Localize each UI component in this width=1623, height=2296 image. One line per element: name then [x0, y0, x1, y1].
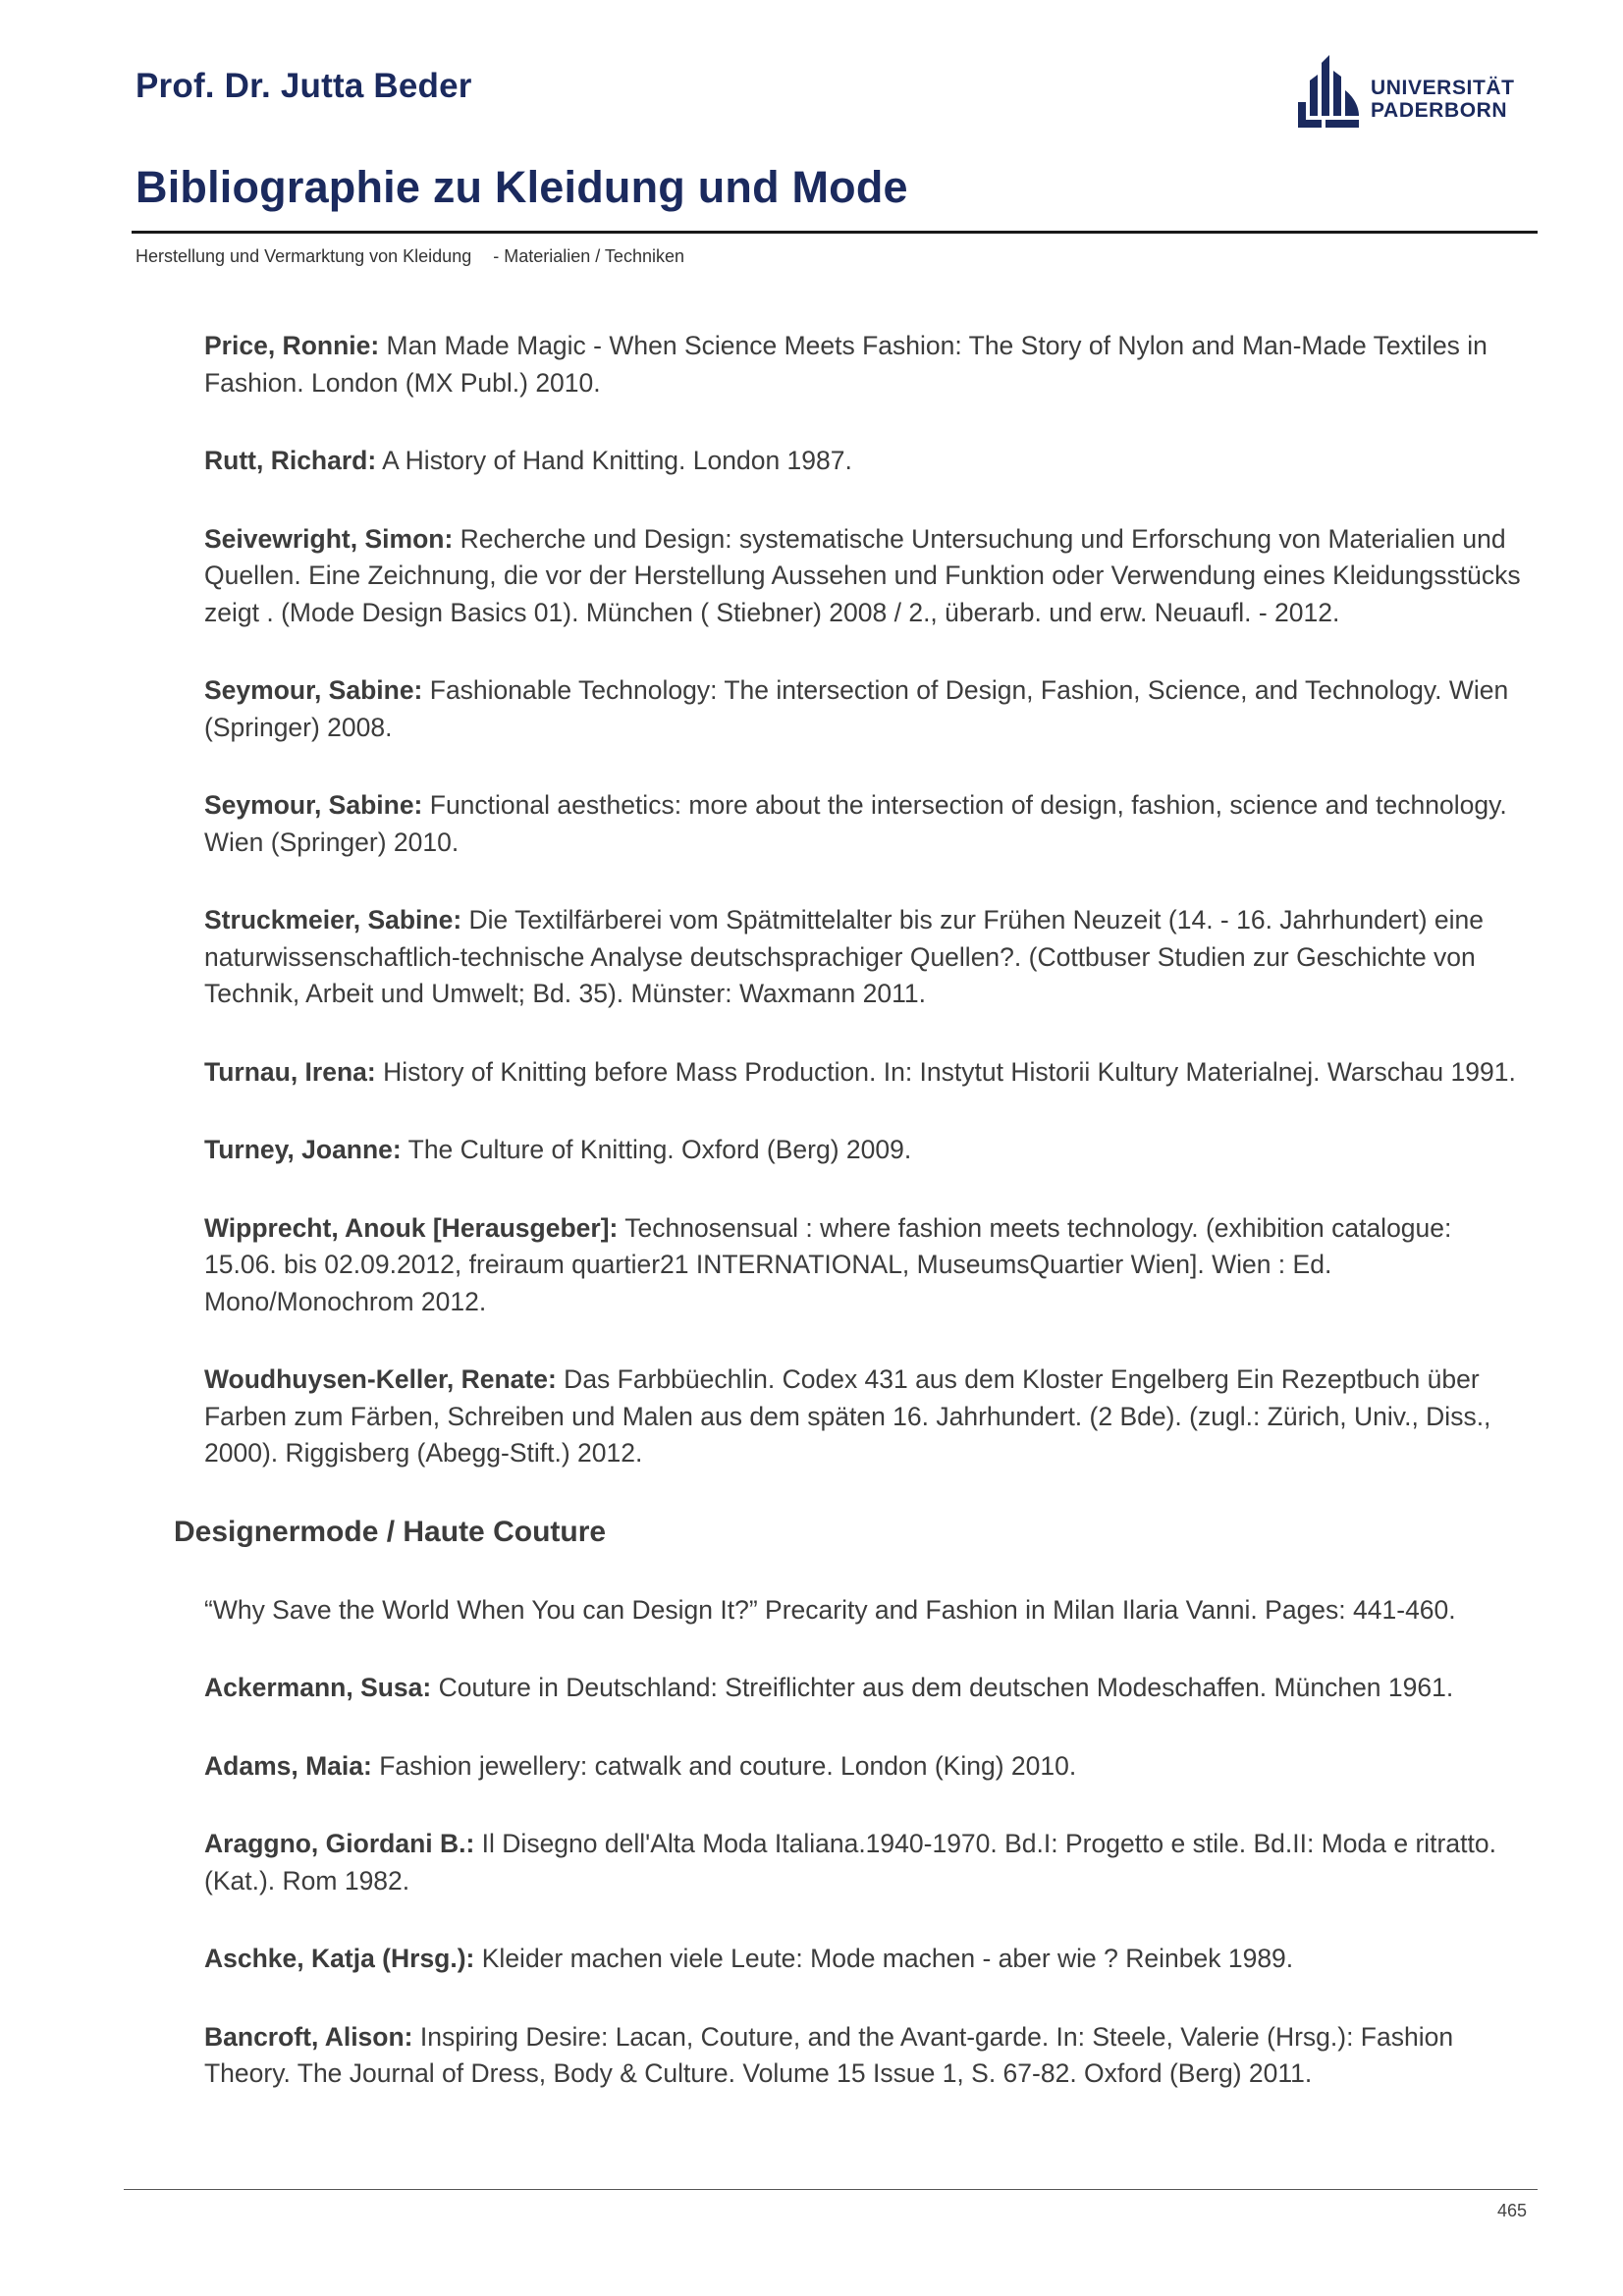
bibliography-entry: [204, 1748, 1530, 1786]
bibliography-entry: [204, 902, 1530, 1013]
entry-author: Araggno, Giordani B.:: [204, 1829, 475, 1858]
bibliography-list: [174, 328, 1530, 2134]
breadcrumb: [135, 246, 684, 267]
bibliography-entry: [204, 1592, 1530, 1629]
title-divider: [132, 231, 1538, 234]
bibliography-entry: [204, 1210, 1530, 1321]
bibliography-entry: [204, 1132, 1530, 1169]
university-name-line1: UNIVERSITÄT: [1371, 77, 1515, 99]
bibliography-entry: [204, 1054, 1530, 1092]
bibliography-entry: [204, 521, 1530, 632]
entry-author: Aschke, Katja (Hrsg.):: [204, 1944, 475, 1973]
entry-text: A History of Hand Knitting. London 1987.: [376, 446, 852, 475]
university-logo: [1296, 51, 1532, 132]
university-name-line2: PADERBORN: [1371, 99, 1508, 122]
section-heading: Designermode / Haute Couture: [174, 1515, 607, 1548]
bibliography-entry: [204, 672, 1530, 746]
entry-text: Man Made Magic - When Science Meets Fashion: The Story of Nylon and Man-Made Textiles in Fashion. London (MX Publ.) 2010.: [204, 331, 1488, 398]
entry-text: History of Knitting before Mass Production. In: Instytut Historii Kultury Materialnej. Warschau 1991.: [375, 1056, 1516, 1087]
entry-text: Il Disegno dell'Alta Moda Italiana.1940-1970. Bd.I: Progetto e stile. Bd.II: Moda e ritratto. (Kat.). Rom 1982.: [204, 1829, 1496, 1896]
entry-text: Kleider machen viele Leute: Mode machen - aber wie ? Reinbek 1989.: [474, 1944, 1294, 1973]
page-number: 465: [1496, 2201, 1527, 2220]
bibliography-entry: [204, 443, 1530, 480]
document-title: Bibliographie zu Kleidung und Mode: [135, 162, 908, 212]
entry-author: Seivewright, Simon:: [204, 523, 454, 554]
entry-author: Wipprecht, Anouk [Herausgeber]:: [204, 1212, 619, 1243]
entry-text: Das Farbbüechlin. Codex 431 aus dem Kloster Engelberg Ein Rezeptbuch über Farben zum Färben, Schreiben und Malen aus dem späten 16. Jahrhundert. (2 Bde). (zugl.: Zürich, Univ., Diss., 2000). Riggisberg (Abegg-Stift.) 2012.: [204, 1364, 1491, 1468]
entry-text: Fashion jewellery: catwalk and couture. London (King) 2010.: [371, 1750, 1077, 1781]
entry-text: Functional aesthetics: more about the intersection of design, fashion, science and technology. Wien (Springer) 2010.: [204, 790, 1507, 857]
entry-text: Die Textilfärberei vom Spätmittelalter bis zur Frühen Neuzeit (14. - 16. Jahrhundert) eine naturwissenschaftlich-technische Analyse deutschsprachiger Quellen?. (Cottbuser Studien zur Geschichte von Technik, Arbeit und Umwelt; Bd. 35). Münster: Waxmann 2011.: [204, 905, 1485, 1008]
bibliography-entry: [204, 1826, 1530, 1899]
entry-author: Woudhuysen-Keller, Renate:: [204, 1364, 557, 1394]
bibliography-entry: [204, 1670, 1530, 1707]
entry-author: Bancroft, Alison:: [204, 2021, 413, 2052]
author-name: Prof. Dr. Jutta Beder: [135, 67, 472, 105]
entry-author: Adams, Maia:: [204, 1750, 372, 1781]
entry-text: Recherche und Design: systematische Untersuchung und Erforschung von Materialien und Quellen. Eine Zeichnung, die vor der Herstellung Aussehen und Funktion oder Verwendung eines Kleidungsstücks zeigt . (Mode Design Basics 01). München ( Stiebner) 2008 / 2., überarb. und erw. Neuaufl. - 2012.: [204, 523, 1521, 627]
entry-author: Price, Ronnie:: [204, 331, 380, 360]
entry-author: Seymour, Sabine:: [204, 790, 423, 820]
entry-text: Technosensual : where fashion meets technology. (exhibition catalogue: 15.06. bis 02.09.2012, freiraum quartier21 INTERNATIONAL, MuseumsQuartier Wien]. Wien : Ed. Mono/Monochrom 2012.: [204, 1212, 1452, 1316]
entry-text: “Why Save the World When You can Design It?” Precarity and Fashion in Milan Ilaria Vanni. Pages: 441-460.: [204, 1594, 1456, 1625]
university-name: [1371, 77, 1515, 122]
bibliography-entry: [204, 328, 1530, 401]
breadcrumb-subsection: - Materialien / Techniken: [493, 246, 684, 266]
university-logo-icon: [1296, 51, 1363, 132]
bibliography-entry: [204, 1362, 1530, 1472]
entry-author: Ackermann, Susa:: [204, 1673, 432, 1702]
bibliography-entry: [204, 1941, 1530, 1978]
entry-text: Inspiring Desire: Lacan, Couture, and the Avant-garde. In: Steele, Valerie (Hrsg.): Fashion Theory. The Journal of Dress, Body & Culture. Volume 15 Issue 1, S. 67-82. Oxford (Berg) 2011.: [204, 2021, 1454, 2088]
entry-author: Rutt, Richard:: [204, 446, 377, 475]
entry-text: Couture in Deutschland: Streiflichter aus dem deutschen Modeschaffen. München 1961.: [431, 1673, 1454, 1702]
bibliography-entry: [204, 787, 1530, 861]
entry-text: Fashionable Technology: The intersection of Design, Fashion, Science, and Technology. Wien (Springer) 2008.: [204, 675, 1509, 742]
bibliography-entry: [204, 2019, 1530, 2093]
entry-author: Turney, Joanne:: [204, 1135, 402, 1164]
entry-author: Turnau, Irena:: [204, 1056, 376, 1087]
entry-author: Seymour, Sabine:: [204, 675, 423, 705]
footer-divider: [124, 2189, 1538, 2190]
breadcrumb-section: Herstellung und Vermarktung von Kleidung: [135, 246, 472, 266]
entry-author: Struckmeier, Sabine:: [204, 905, 462, 934]
entry-text: The Culture of Knitting. Oxford (Berg) 2009.: [401, 1135, 912, 1164]
